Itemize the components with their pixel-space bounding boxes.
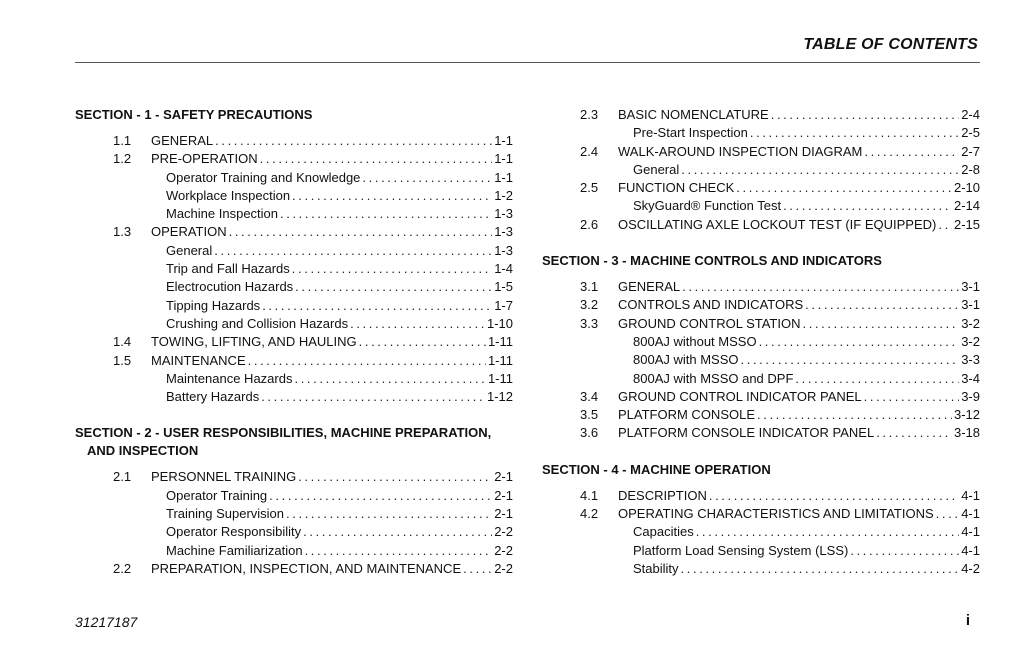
toc-entry-page: 1-1 — [494, 151, 513, 167]
dot-leader — [805, 296, 959, 314]
toc-entry-page: 3-3 — [961, 352, 980, 368]
dot-leader — [802, 315, 959, 333]
dot-leader — [864, 143, 959, 161]
toc-entry-title: GROUND CONTROL STATION — [618, 315, 801, 331]
toc-entry-page: 1-12 — [486, 389, 513, 405]
toc-entry[interactable] — [75, 205, 513, 223]
dot-leader — [795, 370, 959, 388]
dot-leader — [682, 278, 959, 296]
toc-entry-number: 1.4 — [113, 334, 132, 350]
toc-entry-page: 1-7 — [494, 297, 513, 313]
dot-leader — [292, 187, 492, 205]
toc-entry-title: Pre-Start Inspection — [633, 125, 748, 141]
toc-entry[interactable] — [75, 150, 513, 168]
toc-entry-page: 2-5 — [961, 125, 980, 141]
section-3-entries — [542, 278, 980, 443]
toc-entry-title: GENERAL — [151, 133, 214, 148]
toc-entry-title: Operator Responsibility — [166, 524, 302, 540]
dot-leader — [280, 205, 492, 223]
toc-entry-title: Capacities — [633, 524, 694, 540]
toc-entry-title: 800AJ with MSSO and DPF — [633, 370, 794, 386]
dot-leader — [736, 179, 952, 197]
dot-leader — [215, 132, 492, 150]
toc-entry-number: 2.5 — [580, 180, 599, 196]
toc-entry-page: 1-2 — [494, 187, 513, 203]
toc-entry[interactable] — [542, 351, 980, 369]
toc-entry-number: 1.5 — [113, 352, 132, 368]
toc-entry[interactable] — [75, 187, 513, 205]
toc-entry[interactable] — [542, 106, 980, 124]
dot-leader — [262, 297, 492, 315]
toc-entry-page: 2-2 — [494, 524, 513, 540]
dot-leader — [261, 388, 485, 406]
toc-entry-title: OSCILLATING AXLE LOCKOUT TEST (IF EQUIPPED) — [618, 216, 937, 232]
toc-entry-title: OPERATING CHARACTERISTICS AND LIMITATIONS — [618, 506, 934, 522]
toc-entry-number: 1.2 — [113, 151, 132, 167]
dot-leader — [294, 370, 485, 388]
toc-entry-title: PREPARATION, INSPECTION, AND MAINTENANCE — [151, 560, 462, 576]
toc-entry[interactable] — [75, 242, 513, 260]
section-2-heading — [75, 424, 513, 460]
toc-entry[interactable] — [75, 132, 513, 150]
toc-entry-title: BASIC NOMENCLATURE — [618, 107, 769, 122]
toc-entry-page: 2-7 — [961, 143, 980, 159]
toc-entry-title: Electrocution Hazards — [166, 279, 294, 295]
toc-entry-number: 1.3 — [113, 224, 132, 240]
document-number: 31217187 — [75, 614, 138, 630]
header-rule — [75, 62, 980, 63]
dot-leader — [741, 351, 960, 369]
dot-leader — [269, 487, 492, 505]
toc-entry-page: 1-11 — [487, 370, 513, 386]
dot-leader — [286, 505, 492, 523]
toc-entry-page: 3-1 — [961, 297, 980, 313]
toc-entry-page: 3-4 — [961, 370, 980, 386]
toc-entry-page: 1-1 — [494, 169, 513, 185]
toc-entry[interactable] — [75, 487, 513, 505]
toc-entry-page: 3-2 — [961, 315, 980, 331]
dot-leader — [864, 388, 960, 406]
toc-entry-page: 1-10 — [486, 315, 513, 331]
toc-entry-title: MAINTENANCE — [151, 352, 246, 368]
toc-entry-title: Crushing and Collision Hazards — [166, 315, 349, 331]
section-2-heading-line2: AND INSPECTION — [87, 443, 199, 459]
dot-leader — [248, 352, 486, 370]
toc-entry[interactable] — [542, 278, 980, 296]
toc-entry-page: 4-1 — [961, 487, 980, 503]
toc-entry-page: 4-1 — [961, 542, 980, 558]
toc-entry-page: 1-4 — [494, 261, 513, 277]
dot-leader — [709, 487, 959, 505]
dot-leader — [681, 560, 960, 578]
toc-entry-number: 3.4 — [580, 388, 599, 404]
page-title: TABLE OF CONTENTS — [803, 36, 978, 53]
toc-entry[interactable] — [542, 542, 980, 560]
toc-entry-title: Operator Training and Knowledge — [166, 169, 361, 185]
dot-leader — [260, 150, 493, 168]
toc-entry-page: 1-11 — [487, 352, 513, 368]
dot-leader — [681, 161, 959, 179]
toc-entry-page: 4-1 — [961, 506, 980, 522]
toc-entry-title: Stability — [633, 560, 679, 576]
toc-entry-title: PLATFORM CONSOLE INDICATOR PANEL — [618, 425, 875, 441]
dot-leader — [696, 523, 960, 541]
toc-entry[interactable] — [542, 424, 980, 442]
toc-entry-title: WALK-AROUND INSPECTION DIAGRAM — [618, 143, 863, 159]
toc-entry-page: 2-10 — [953, 180, 980, 196]
toc-entry[interactable] — [542, 505, 980, 523]
toc-entry-page: 2-4 — [961, 107, 980, 122]
toc-entry-title: Machine Inspection — [166, 206, 279, 222]
toc-entry[interactable] — [542, 523, 980, 541]
dot-leader — [362, 169, 492, 187]
toc-entry-number: 3.5 — [580, 407, 599, 423]
toc-entry-number: 4.2 — [580, 506, 599, 522]
toc-entry[interactable] — [542, 315, 980, 333]
toc-entry[interactable] — [75, 223, 513, 241]
dot-leader — [292, 260, 492, 278]
toc-entry-title: OPERATION — [151, 224, 227, 240]
toc-entry-page: 3-2 — [961, 333, 980, 349]
dot-leader — [359, 333, 486, 351]
dot-leader — [229, 223, 493, 241]
toc-entry-number: 2.2 — [113, 560, 132, 576]
toc-entry[interactable] — [75, 560, 513, 578]
toc-entry-number: 2.3 — [580, 107, 599, 122]
section-4-heading: SECTION - 4 - MACHINE OPERATION — [542, 461, 771, 477]
toc-entry[interactable] — [75, 468, 513, 486]
dot-leader — [295, 278, 492, 296]
section-1-entries — [75, 132, 513, 406]
dot-leader — [850, 542, 959, 560]
toc-entry-number: 2.4 — [580, 143, 599, 159]
dot-leader — [305, 542, 493, 560]
toc-entry[interactable] — [75, 388, 513, 406]
dot-leader — [303, 523, 492, 541]
section-2-heading-line1: SECTION - 2 - USER RESPONSIBILITIES, MACHINE PREPARATION, — [75, 425, 492, 441]
toc-entry-title: Workplace Inspection — [166, 187, 291, 203]
toc-entry-title: SkyGuard® Function Test — [633, 198, 782, 214]
toc-entry[interactable] — [75, 333, 513, 351]
toc-entry-page: 2-8 — [961, 161, 980, 177]
toc-entry-title: FUNCTION CHECK — [618, 180, 735, 196]
toc-entry-page: 3-18 — [953, 425, 980, 441]
toc-entry[interactable] — [542, 179, 980, 197]
toc-entry-page: 2-2 — [494, 560, 513, 576]
toc-entry-number: 2.1 — [113, 469, 132, 485]
toc-entry-page: 4-2 — [961, 560, 980, 576]
toc-entry-title: General — [633, 161, 680, 177]
toc-entry-title: PERSONNEL TRAINING — [151, 469, 297, 485]
toc-entry-page: 2-1 — [494, 487, 513, 503]
toc-entry[interactable] — [542, 124, 980, 142]
dot-leader — [750, 124, 959, 142]
toc-entry[interactable] — [75, 505, 513, 523]
toc-entry[interactable] — [542, 487, 980, 505]
section-1-heading: SECTION - 1 - SAFETY PRECAUTIONS — [75, 107, 313, 122]
toc-entry-number: 3.2 — [580, 297, 599, 313]
toc-entry-page: 2-1 — [494, 506, 513, 522]
dot-leader — [759, 333, 960, 351]
toc-entry[interactable] — [75, 523, 513, 541]
toc-entry[interactable] — [75, 542, 513, 560]
toc-entry-page: 1-3 — [494, 206, 513, 222]
toc-left-column — [75, 106, 513, 578]
toc-entry-title: CONTROLS AND INDICATORS — [618, 297, 804, 313]
toc-entry-page: 2-1 — [494, 469, 513, 485]
dot-leader — [350, 315, 485, 333]
toc-entry-page: 1-1 — [494, 133, 513, 148]
section-3-heading: SECTION - 3 - MACHINE CONTROLS AND INDICATORS — [542, 253, 882, 269]
dot-leader — [757, 406, 952, 424]
toc-entry[interactable] — [75, 278, 513, 296]
toc-entry-title: Battery Hazards — [166, 389, 260, 405]
dot-leader — [463, 560, 492, 578]
toc-entry-page: 1-11 — [487, 334, 513, 350]
toc-entry-page: 1-5 — [494, 279, 513, 295]
toc-entry[interactable] — [542, 406, 980, 424]
toc-entry-page: 4-1 — [961, 524, 980, 540]
toc-entry[interactable] — [542, 333, 980, 351]
toc-entry[interactable] — [542, 296, 980, 314]
toc-entry[interactable] — [542, 143, 980, 161]
toc-entry-title: GENERAL — [618, 279, 681, 295]
toc-entry-title: PRE-OPERATION — [151, 151, 258, 167]
toc-entry-page: 3-9 — [961, 388, 980, 404]
toc-entry-title: GROUND CONTROL INDICATOR PANEL — [618, 388, 862, 404]
toc-entry-title: PLATFORM CONSOLE — [618, 407, 756, 423]
dot-leader — [214, 242, 492, 260]
toc-entry[interactable] — [75, 352, 513, 370]
toc-entry-title: 800AJ without MSSO — [633, 333, 757, 349]
toc-entry-title: General — [166, 242, 213, 258]
dot-leader — [936, 505, 960, 523]
toc-entry[interactable] — [542, 197, 980, 215]
dot-leader — [938, 216, 952, 234]
toc-entry-number: 1.1 — [113, 133, 132, 148]
toc-entry[interactable] — [542, 560, 980, 578]
toc-entry[interactable] — [75, 315, 513, 333]
toc-entry-page: 1-3 — [494, 224, 513, 240]
toc-entry-number: 3.3 — [580, 315, 599, 331]
dot-leader — [298, 468, 492, 486]
dot-leader — [783, 197, 952, 215]
toc-entry-page: 1-3 — [494, 242, 513, 258]
toc-right-column — [542, 106, 980, 578]
toc-entry[interactable] — [75, 260, 513, 278]
toc-entry-title: Tipping Hazards — [166, 297, 261, 313]
toc-entry-title: Operator Training — [166, 487, 268, 503]
section-2-entries — [75, 468, 513, 578]
toc-entry[interactable] — [542, 370, 980, 388]
dot-leader — [771, 106, 959, 124]
toc-entry-title: Machine Familiarization — [166, 542, 303, 558]
toc-entry-page: 3-12 — [953, 407, 980, 423]
toc-entry-number: 4.1 — [580, 487, 599, 503]
toc-entry-page: 2-15 — [953, 216, 980, 232]
page-number: i — [965, 612, 970, 629]
toc-entry-page: 3-1 — [961, 279, 980, 295]
toc-entry-title: TOWING, LIFTING, AND HAULING — [151, 334, 357, 350]
toc-entry-title: Platform Load Sensing System (LSS) — [633, 542, 849, 558]
toc-entry-number: 2.6 — [580, 216, 599, 232]
toc-entry-page: 2-2 — [494, 542, 513, 558]
toc-entry-title: 800AJ with MSSO — [633, 352, 739, 368]
toc-entry-number: 3.6 — [580, 425, 599, 441]
toc-entry-title: Trip and Fall Hazards — [166, 261, 290, 277]
toc-entry-page: 2-14 — [953, 198, 980, 214]
toc-entry-number: 3.1 — [580, 279, 599, 295]
toc-entry[interactable] — [542, 161, 980, 179]
toc-entry[interactable] — [75, 169, 513, 187]
dot-leader — [876, 424, 952, 442]
toc-entry[interactable] — [542, 216, 980, 234]
toc-entry-title: Training Supervision — [166, 506, 285, 522]
toc-entry[interactable] — [75, 297, 513, 315]
toc-entry[interactable] — [542, 388, 980, 406]
section-4-entries — [542, 487, 980, 578]
toc-entry-title: Maintenance Hazards — [166, 370, 293, 386]
toc-entry[interactable] — [75, 370, 513, 388]
toc-entry-title: DESCRIPTION — [618, 487, 707, 503]
section-2-entries-continued — [542, 106, 980, 234]
